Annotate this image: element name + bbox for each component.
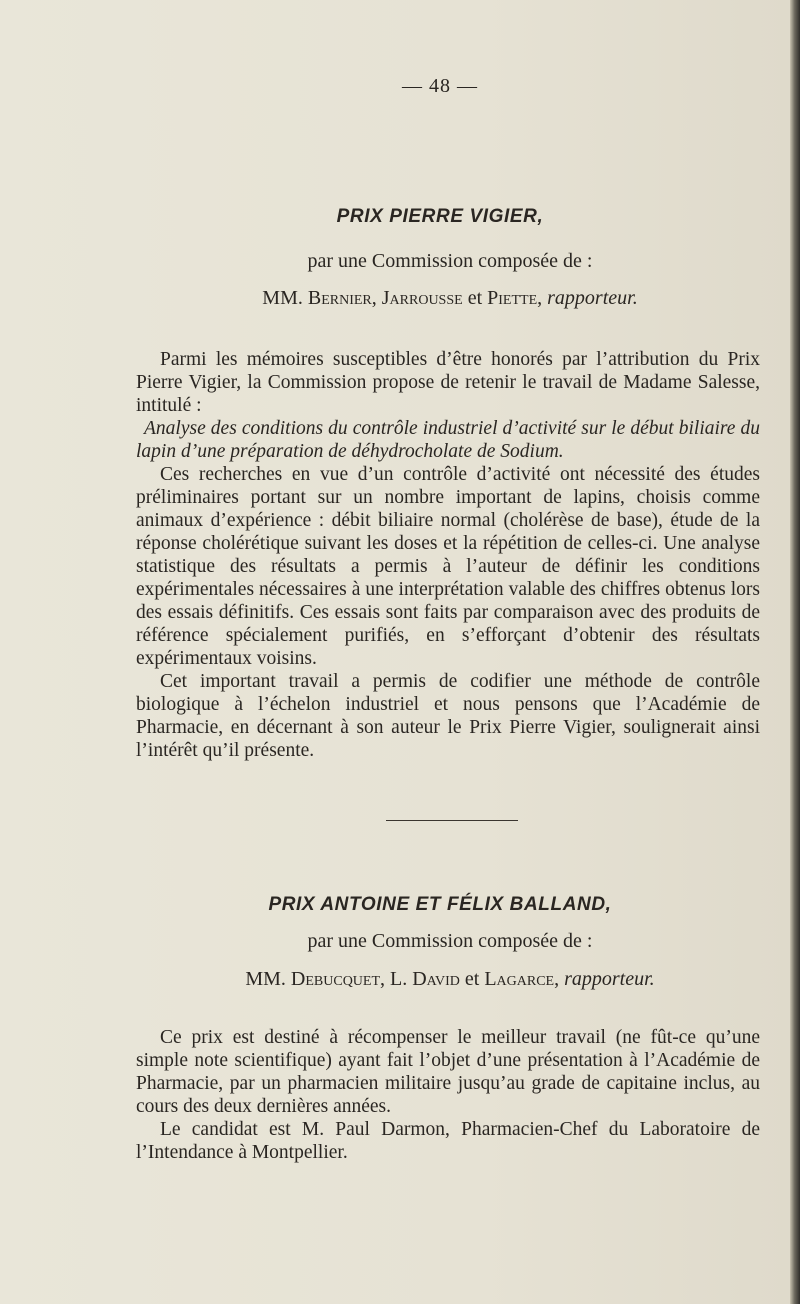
section-divider — [386, 820, 518, 821]
body-vigier — [136, 348, 760, 762]
body-balland — [136, 1026, 760, 1164]
members-line-vigier: MM. Bernier, Jarrousse et Piette, rapporteur. — [262, 287, 638, 309]
page-number: — 48 — — [402, 75, 478, 97]
paragraph: Parmi les mémoires susceptibles d’être honorés par l’attribution du Prix Pierre Vigier, la Commission propose de retenir le travail de Madame Salesse, intitulé : — [136, 349, 760, 416]
paragraph: Le candidat est M. Paul Darmon, Pharmacien-Chef du Laboratoire de l’Intendance à Montpellier. — [136, 1119, 760, 1163]
members-line-balland: MM. Debucquet, L. David et Lagarce, rapporteur. — [245, 968, 655, 990]
commission-line-balland: par une Commission composée de : — [307, 930, 593, 952]
paragraph: Ce prix est destiné à récompenser le meilleur travail (ne fût-ce qu’une simple note scientifique) ayant fait l’objet d’une présentation à l’Académie de Pharmacie, par un pharmacien militaire jusqu’au grade de capitaine inclus, au cours des deux dernières années. — [136, 1027, 760, 1117]
commission-line-vigier: par une Commission composée de : — [307, 250, 593, 272]
prize-title-balland: PRIX ANTOINE ET FÉLIX BALLAND, — [268, 894, 612, 915]
page-edge — [790, 0, 800, 1304]
paragraph: Ces recherches en vue d’un contrôle d’activité ont nécessité des études préliminaires portant sur un nombre important de lapins, choisis comme animaux d’expérience : débit biliaire normal (cholérèse de base), étude de la réponse cholérétique suivant les doses et la répétition de celles-ci. Une analyse statistique des résultats a permis à l’auteur de définir les conditions expérimentales nécessaires à une interprétation valable des chiffres obtenus lors des essais définitifs. Ces essais sont faits par comparaison avec des produits de référence spécialement purifiés, en s’efforçant d’obtenir des résultats expérimentaux voisins. — [136, 464, 760, 669]
work-title: Analyse des conditions du contrôle industriel d’activité sur le début biliaire du lapin d’une préparation de déhydrocholate de Sodium. — [136, 418, 760, 462]
prize-title-vigier: PRIX PIERRE VIGIER, — [336, 206, 544, 227]
paragraph: Cet important travail a permis de codifier une méthode de contrôle biologique à l’échelon industriel et nous pensons que l’Académie de Pharmacie, en décernant à son auteur le Prix Pierre Vigier, soulignerait ainsi l’intérêt qu’il présente. — [136, 671, 760, 761]
